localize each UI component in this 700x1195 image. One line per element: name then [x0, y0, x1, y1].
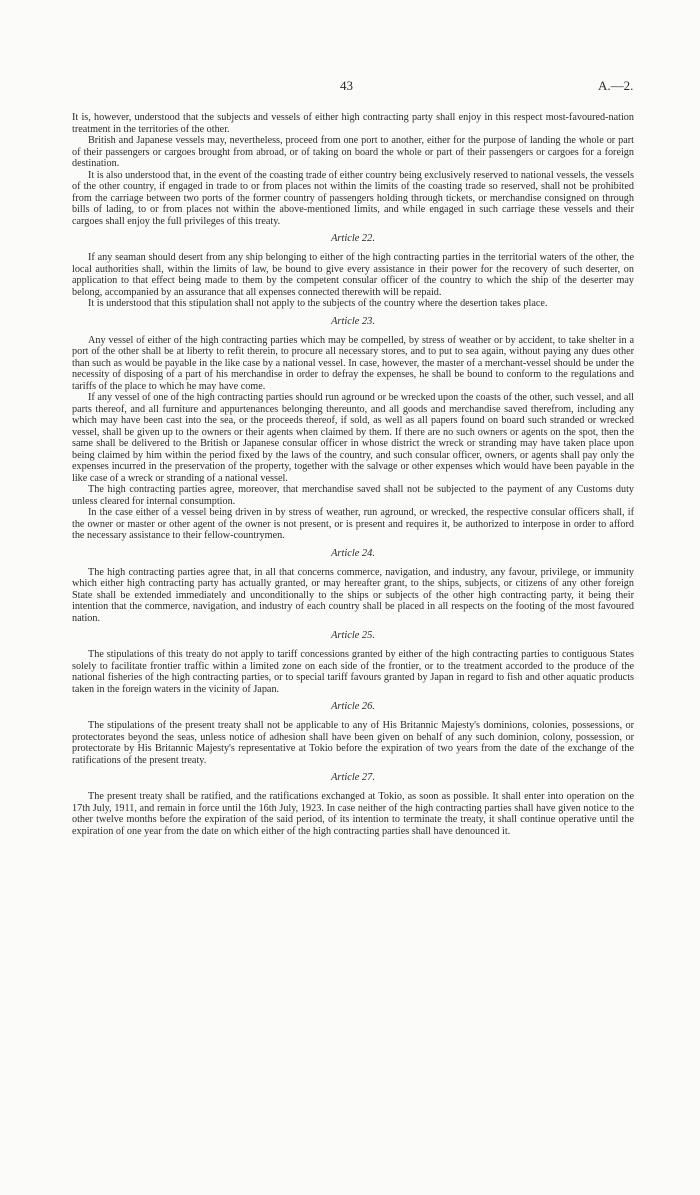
article-22-heading: Article 22.	[331, 233, 375, 244]
paragraph: Any vessel of either of the high contracting parties which may be compelled, by stress of weather or by accident, to take shelter in a port of the other shall be at liberty to refit therein, to procure all necessary stores, and to put to sea again, without paying any dues other than such as would be payable in the like case by a national vessel. In case, however, the master of a merchant-vessel should be under the necessity of disposing of a part of his merchandise in order to defray the expenses, he shall be bound to conform to the regulations and tariffs of the place to which he may have come.	[72, 334, 634, 392]
paragraph: If any vessel of one of the high contracting parties should run aground or be wrecked upon the coasts of the other, such vessel, and all parts thereof, and all furniture and appurtenances belonging thereunto, and all goods and merchandise saved therefrom, including any which may have been cast into the sea, or the proceeds thereof, if sold, as well as all papers found on board such stranded or wrecked vessel, shall be given up to the owners or their agents when claimed by them. If there are no such owners or agents on the spot, then the same shall be delivered to the British or Japanese consular officer in whose district the wreck or stranding may have taken place upon being claimed by him within the period fixed by the laws of the country, and such consular officer, owners, or agents shall pay only the expenses incurred in the preservation of the property, together with the salvage or other expenses which would have been payable in the like case of a wreck or stranding of a national vessel.	[72, 392, 634, 484]
paragraph: The high contracting parties agree, moreover, that merchandise saved shall not be subjected to the payment of any Customs duty unless cleared for internal consumption.	[72, 484, 634, 507]
paragraph: It is, however, understood that the subjects and vessels of either high contracting party shall enjoy in this respect most-favoured-nation treatment in the territories of the other.	[72, 112, 634, 135]
paragraph: If any seaman should desert from any ship belonging to either of the high contracting parties in the territorial waters of the other, the local authorities shall, within the limits of law, be bound to give every assistance in their power for the recovery of such deserter, on application to that effect being made to them by the competent consular officer of the country to which the ship of the deserter may belong, accompanied by an assurance that all expenses connected therewith will be repaid.	[72, 252, 634, 298]
paragraph: It is also understood that, in the event of the coasting trade of either country being exclusively reserved to national vessels, the vessels of the other country, if engaged in trade to or from places not within the limits of the coasting trade so reserved, shall not be prohibited from the carriage between two ports of the former country of passengers holding through tickets, or merchandise consigned on through bills of lading, to or from places not within the above-mentioned limits, and while engaged in such carriage these vessels and their cargoes shall enjoy the full privileges of this treaty.	[72, 169, 635, 227]
article-24-heading: Article 24.	[331, 547, 375, 559]
article-27-heading: Article 27.	[331, 772, 375, 783]
article-25-heading: Article 25.	[331, 630, 375, 641]
page-number: 43	[340, 78, 353, 93]
article-26-heading: Article 26.	[331, 701, 375, 712]
paragraph: The high contracting parties agree that, in all that concerns commerce, navigation, and industry, any favour, privilege, or immunity which either high contracting party has actually granted, or may hereafter grant, to the ships, subjects, or citizens of any other foreign State shall be extended immediately and unconditionally to the ships or subjects of the other high contracting party, it being their intention that the commerce, navigation, and industry of each country shall be placed in all respects on the footing of the most favoured nation.	[72, 566, 634, 624]
page-header	[0, 78, 700, 94]
paragraph: British and Japanese vessels may, nevertheless, proceed from one port to another, either for the purpose of landing the whole or part of their passengers or cargoes brought from abroad, or of taking on board the whole or part of their passengers or cargoes for a foreign destination.	[72, 135, 634, 169]
paragraph: It is understood that this stipulation shall not apply to the subjects of the country where the desertion takes place.	[88, 298, 548, 309]
article-23-heading: Article 23.	[331, 315, 375, 327]
paragraph: The stipulations of this treaty do not apply to tariff concessions granted by either of the high contracting parties to contiguous States solely to facilitate frontier traffic within a limited zone on each side of the frontier, or to the treatment accorded to the produce of the national fisheries of the high contracting parties, or to special tariff favours granted by Japan in regard to fish and other aquatic products taken in the foreign waters in the vicinity of Japan.	[72, 649, 634, 695]
treaty-text	[72, 112, 634, 837]
paragraph: In the case either of a vessel being driven in by stress of weather, run aground, or wrecked, the respective consular officers shall, if the owner or master or other agent of the owner is not present, or is present and requires it, be authorized to interpose in order to afford the necessary assistance to their fellow-countrymen.	[72, 507, 634, 541]
paragraph: The stipulations of the present treaty shall not be applicable to any of His Britannic Majesty's dominions, colonies, possessions, or protectorates beyond the seas, unless notice of adhesion shall have been given on behalf of any such dominion, colony, possession, or protectorate by His Britannic Majesty's representative at Tokio before the expiration of two years from the date of the exchange of the ratifications of the present treaty.	[72, 720, 634, 766]
document-reference: A.—2.	[598, 78, 634, 93]
paragraph: The present treaty shall be ratified, and the ratifications exchanged at Tokio, as soon as possible. It shall enter into operation on the 17th July, 1911, and remain in force until the 16th July, 1923. In case neither of the high contracting parties shall have given notice to the other twelve months before the expiration of the said period, of its intention to terminate the treaty, it shall continue operative until the expiration of one year from the date on which either of the high contracting parties shall have denounced it.	[72, 791, 634, 837]
